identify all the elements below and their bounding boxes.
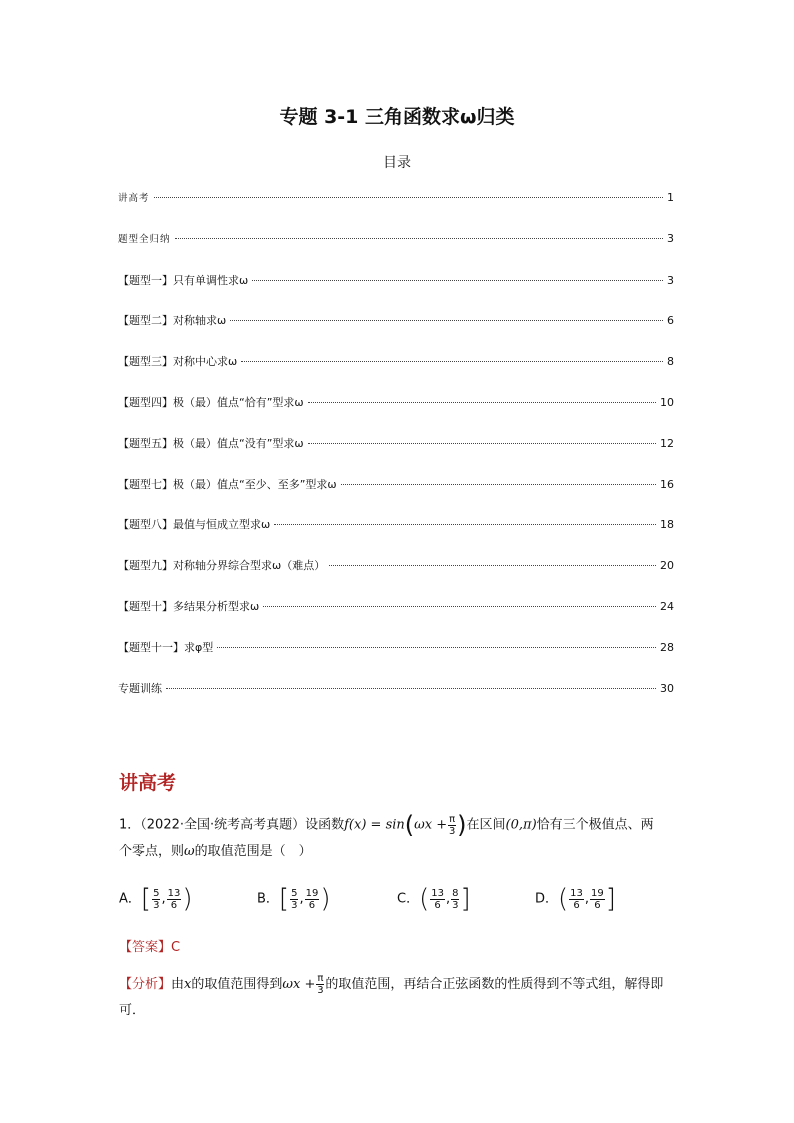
toc-page-number: 18 [660, 518, 674, 532]
toc-entry-label: 题型全归纳 [118, 233, 171, 245]
toc-leader-dots [252, 280, 663, 281]
toc-entry[interactable] [118, 353, 674, 394]
toc-leader-dots [308, 402, 656, 403]
toc-page-number: 16 [660, 477, 674, 491]
option-letter: A． [119, 891, 141, 907]
toc-entry[interactable] [118, 312, 674, 353]
toc-leader-dots [230, 320, 663, 321]
toc-leader-dots [329, 565, 656, 566]
toc-entry[interactable] [118, 476, 674, 517]
toc-entry[interactable] [118, 639, 674, 680]
toc-page-number: 28 [660, 640, 674, 654]
toc-page-number: 1 [667, 191, 674, 204]
toc-leader-dots [308, 443, 656, 444]
toc-leader-dots [274, 524, 656, 525]
toc-leader-dots [154, 197, 663, 198]
toc-entry[interactable] [118, 394, 674, 435]
toc-entry-label: 【题型一】只有单调性求ω [118, 273, 249, 287]
toc-page-number: 24 [660, 599, 674, 613]
toc-entry[interactable] [118, 435, 674, 476]
toc-entry[interactable] [118, 272, 674, 313]
toc-leader-dots [217, 647, 656, 648]
pi-over-three: $\frac{\pi}{3}$ [448, 813, 456, 837]
toc-page-number: 12 [660, 436, 674, 450]
toc-entry[interactable] [118, 598, 674, 639]
toc-leader-dots [241, 361, 663, 362]
toc-entry-label: 【题型九】对称轴分界综合型求ω（难点） [118, 559, 326, 573]
toc-entry[interactable] [118, 231, 674, 272]
toc-leader-dots [175, 238, 663, 239]
option-a[interactable]: A．[ $\frac{5}{3}$ , $\frac{13}{6}$ ) [119, 884, 193, 914]
toc-page-number: 3 [667, 231, 674, 245]
toc-entry[interactable] [118, 190, 674, 231]
toc-entry-label: 【题型七】极（最）值点“至少、至多”型求ω [118, 477, 337, 491]
toc-entry-label: 【题型十一】求φ型 [118, 640, 214, 654]
analysis-text: 【分析】由x的取值范围得到ωx + $\frac{\pi}{3}$ 的取值范围，再结合正弦函数的性质得到不等式组，解得即可． [119, 973, 664, 1018]
toc-heading: 目录 [383, 155, 411, 171]
question-text: 1．（2022·全国·统考高考真题）设函数f(x) = sin(ωx + $\frac{\pi}{3}$ )在区间(0,π)恰有三个极值点、两 个零点，则ω的取值范围是（ ） [119, 811, 654, 859]
function-expression: f(x) = sin [344, 817, 405, 833]
toc-entry-label: 专题训练 [118, 681, 162, 695]
answer-line: 【答案】C [119, 940, 181, 955]
toc-leader-dots [263, 606, 656, 607]
toc-entry[interactable] [118, 680, 674, 721]
toc-entry-label: 【题型十】多结果分析型求ω [118, 599, 260, 613]
option-letter: C． [397, 891, 420, 907]
toc-entry[interactable] [118, 516, 674, 557]
toc-page-number: 6 [667, 314, 674, 328]
toc-entry[interactable] [118, 557, 674, 598]
option-letter: B． [257, 891, 279, 907]
toc-entry-label: 【题型二】对称轴求ω [118, 314, 227, 328]
section-heading: 讲高考 [119, 772, 177, 794]
toc-page-number: 3 [667, 273, 674, 287]
option-c[interactable]: C．( $\frac{13}{6}$ , $\frac{8}{3}$ ] [397, 884, 471, 914]
answer-value: C [171, 940, 181, 955]
toc-entry-label: 【题型八】最值与恒成立型求ω [118, 518, 271, 532]
document-title: 专题 3-1 三角函数求ω归类 [279, 106, 515, 128]
toc-entry-label: 【题型五】极（最）值点“没有”型求ω [118, 436, 304, 450]
toc-page-number: 10 [660, 395, 674, 409]
toc-entry-label: 讲高考 [118, 193, 150, 204]
option-b[interactable]: B．[ $\frac{5}{3}$ , $\frac{19}{6}$ ) [257, 884, 331, 914]
toc-page-number: 8 [667, 355, 674, 369]
toc-leader-dots [166, 688, 656, 689]
toc-page-number: 20 [660, 559, 674, 573]
toc-entry-label: 【题型三】对称中心求ω [118, 355, 238, 369]
toc-page-number: 30 [660, 681, 674, 695]
option-letter: D． [535, 891, 559, 907]
option-d[interactable]: D．( $\frac{13}{6}$ , $\frac{19}{6}$ ] [535, 884, 616, 914]
toc-leader-dots [341, 484, 656, 485]
toc-entry-label: 【题型四】极（最）值点“恰有”型求ω [118, 395, 304, 409]
table-of-contents [118, 190, 674, 720]
